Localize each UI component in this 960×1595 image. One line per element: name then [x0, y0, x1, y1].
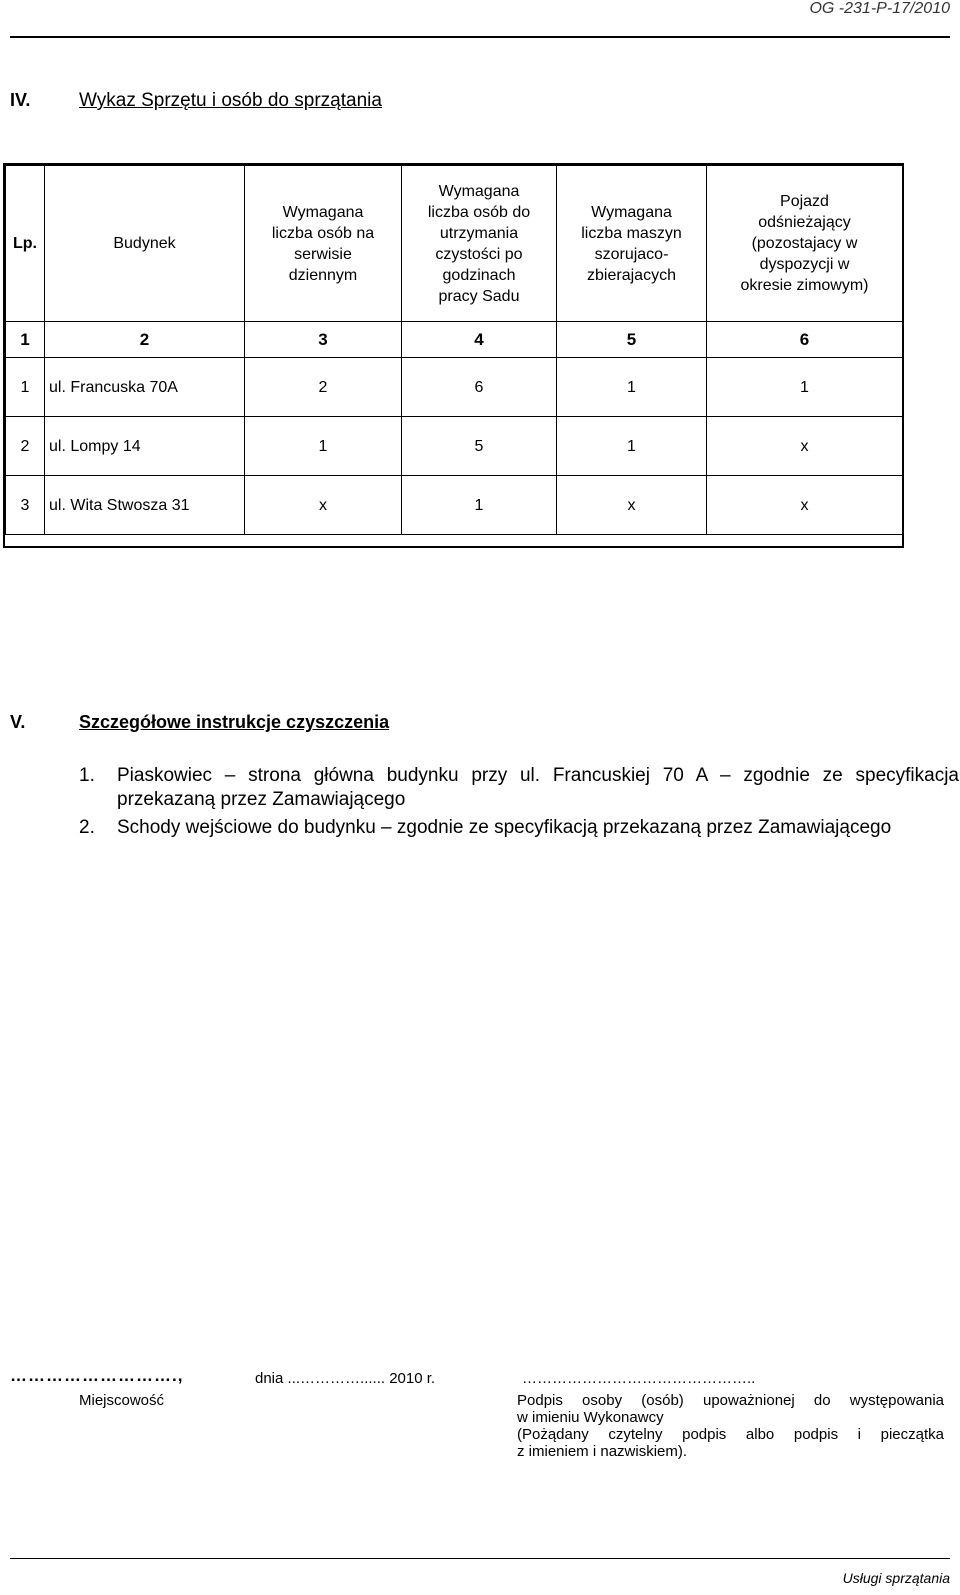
header-text-line: Wymagana [282, 203, 364, 221]
equipment-table [5, 165, 903, 535]
list-item-text: Piaskowiec – strona główna budynku przy ul. Francuskiej 70 A – zgodnie ze specyfikacja przekazaną przez Zamawiającego [117, 765, 959, 810]
cell-budynek: ul. Wita Stwosza 31 [45, 476, 245, 535]
footer-text: Usługi sprzątania [842, 1570, 950, 1586]
column-number-row [6, 322, 903, 358]
document-id: OG -231-P-17/2010 [809, 0, 950, 17]
cell-serwis: x [245, 476, 402, 535]
signature-caption-line: (Pożądany czytelny podpis albo podpis i pieczątka [517, 1426, 944, 1443]
footer-rule [10, 1558, 950, 1559]
list-item-number: 2. [79, 817, 95, 838]
cell-serwis: 2 [245, 358, 402, 417]
header-text-line: Wymagana [591, 203, 672, 221]
header-rule [10, 36, 950, 38]
cell-maszyny: x [557, 476, 707, 535]
column-number: 2 [45, 322, 245, 358]
header-text-line: czystości po [435, 245, 523, 263]
header-text-line: Wymagana [438, 182, 520, 200]
section-v-title: Szczegółowe instrukcje czyszczenia [79, 712, 390, 732]
signature-caption-line: w imieniu Wykonawcy [517, 1409, 664, 1426]
header-text-line: liczba osób na [271, 224, 375, 242]
table-row [6, 358, 903, 417]
header-text-line: zbierajacych [587, 266, 676, 284]
header-text-line: liczba maszyn [581, 224, 682, 242]
list-item [79, 816, 959, 840]
column-number: 3 [245, 322, 402, 358]
header-text-line: odśnieżający [758, 214, 851, 231]
column-number: 6 [707, 322, 903, 358]
table-row [6, 417, 903, 476]
column-number: 5 [557, 322, 707, 358]
header-serwis [245, 166, 402, 322]
header-text-line: utrzymania [439, 224, 519, 242]
instruction-list [79, 764, 959, 840]
section-iv-title: Wykaz Sprzętu i osób do sprzątania [79, 90, 382, 111]
cell-pojazd: x [707, 417, 903, 476]
cell-lp: 1 [6, 358, 45, 417]
cell-budynek: ul. Francuska 70A [45, 358, 245, 417]
header-lp [6, 166, 45, 322]
header-text-line: Lp. [13, 235, 37, 252]
signature-caption-line: Podpis osoby (osób) upoważnionej do występowania [517, 1392, 944, 1409]
header-text-line: pracy Sadu [438, 287, 520, 305]
header-text-line: serwisie [294, 245, 352, 263]
place-dotted-line: ………………………., [10, 1366, 184, 1385]
cell-maszyny: 1 [557, 358, 707, 417]
column-number: 4 [402, 322, 557, 358]
signature-caption-line: z imieniem i nazwiskiem). [517, 1443, 688, 1460]
place-label: Miejscowość [79, 1392, 165, 1409]
cell-lp: 3 [6, 476, 45, 535]
header-text-line: okresie zimowym) [740, 277, 869, 294]
date-line: dnia ...…………...... 2010 r. [255, 1370, 436, 1387]
cell-budynek: ul. Lompy 14 [45, 417, 245, 476]
list-item-number: 1. [79, 765, 95, 786]
cell-pojazd: 1 [707, 358, 903, 417]
cell-po-godzinach: 6 [402, 358, 557, 417]
header-maszyny [557, 166, 707, 322]
cell-po-godzinach: 5 [402, 417, 557, 476]
header-po-godzinach [402, 166, 557, 322]
header-budynek [45, 166, 245, 322]
header-text-line: godzinach [442, 266, 516, 284]
header-pojazd [707, 166, 903, 322]
table-row [6, 476, 903, 535]
cell-maszyny: 1 [557, 417, 707, 476]
header-text-line: dyspozycji w [759, 256, 850, 273]
cell-po-godzinach: 1 [402, 476, 557, 535]
signature-dotted-line: ……………………………………….. [522, 1370, 756, 1387]
header-text-line: (pozostajacy w [751, 235, 858, 252]
cell-serwis: 1 [245, 417, 402, 476]
section-v-number: V. [10, 712, 26, 732]
header-text-line: szorujaco- [594, 245, 669, 263]
signature-caption [517, 1392, 944, 1460]
section-iv-number: IV. [10, 90, 31, 110]
column-number: 1 [6, 322, 45, 358]
list-item [79, 764, 959, 812]
table-header-row [6, 166, 903, 322]
list-item-text: Schody wejściowe do budynku – zgodnie ze specyfikacją przekazaną przez Zamawiającego [117, 817, 892, 838]
cell-pojazd: x [707, 476, 903, 535]
header-text-line: liczba osób do [427, 203, 531, 221]
header-text-line: Pojazd [780, 193, 829, 210]
header-text-line: dziennym [288, 266, 358, 284]
header-text-line: Budynek [113, 235, 176, 252]
cell-lp: 2 [6, 417, 45, 476]
